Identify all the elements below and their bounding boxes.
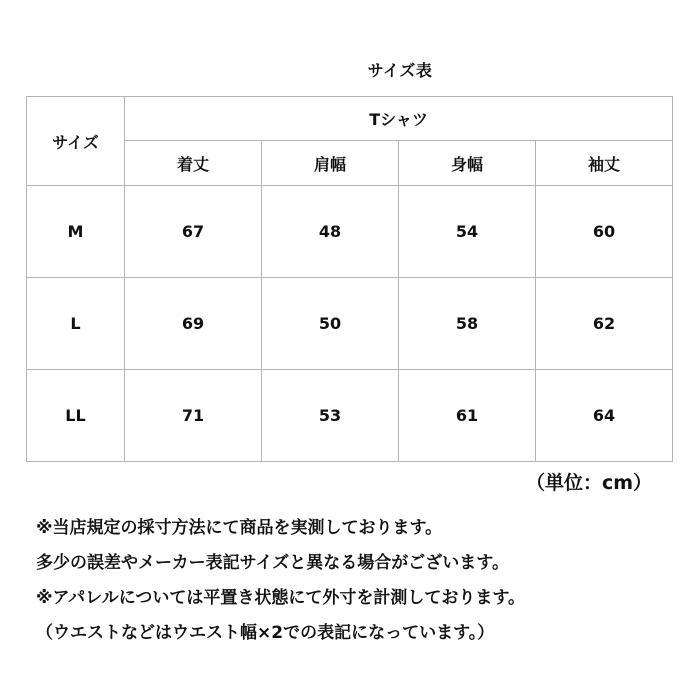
note-line: 多少の誤差やメーカー表記サイズと異なる場合がございます。 (36, 553, 509, 573)
table-header-row (27, 97, 673, 141)
table-row (27, 186, 673, 278)
table-cell: 61 (399, 370, 536, 462)
table-cell: 53 (262, 370, 399, 462)
column-header-width: 身幅 (399, 141, 536, 186)
table-cell: 69 (125, 278, 262, 370)
table-cell: 64 (536, 370, 673, 462)
note-line: ※当店規定の採寸方法にて商品を実測しております。 (36, 518, 443, 538)
table-cell: 50 (262, 278, 399, 370)
size-label: M (27, 186, 125, 278)
product-group-header: Tシャツ (125, 97, 673, 141)
table-cell: 48 (262, 186, 399, 278)
column-header-shoulder: 肩幅 (262, 141, 399, 186)
table-row (27, 370, 673, 462)
column-header-length: 着丈 (125, 141, 262, 186)
size-label: L (27, 278, 125, 370)
size-label: LL (27, 370, 125, 462)
page-title: サイズ表 (367, 61, 433, 80)
size-column-header: サイズ (27, 97, 125, 186)
table-row (27, 278, 673, 370)
table-cell: 62 (536, 278, 673, 370)
note-line: ※アパレルについては平置き状態にて外寸を計測しております。 (36, 588, 526, 608)
table-cell: 67 (125, 186, 262, 278)
notes (36, 511, 696, 651)
unit-label: （単位：cm） (525, 472, 652, 494)
size-table (26, 96, 673, 462)
table-cell: 60 (536, 186, 673, 278)
table-cell: 58 (399, 278, 536, 370)
table-cell: 54 (399, 186, 536, 278)
column-header-sleeve: 袖丈 (536, 141, 673, 186)
table-cell: 71 (125, 370, 262, 462)
note-line: （ウエストなどはウエスト幅×2での表記になっています。） (36, 623, 495, 643)
